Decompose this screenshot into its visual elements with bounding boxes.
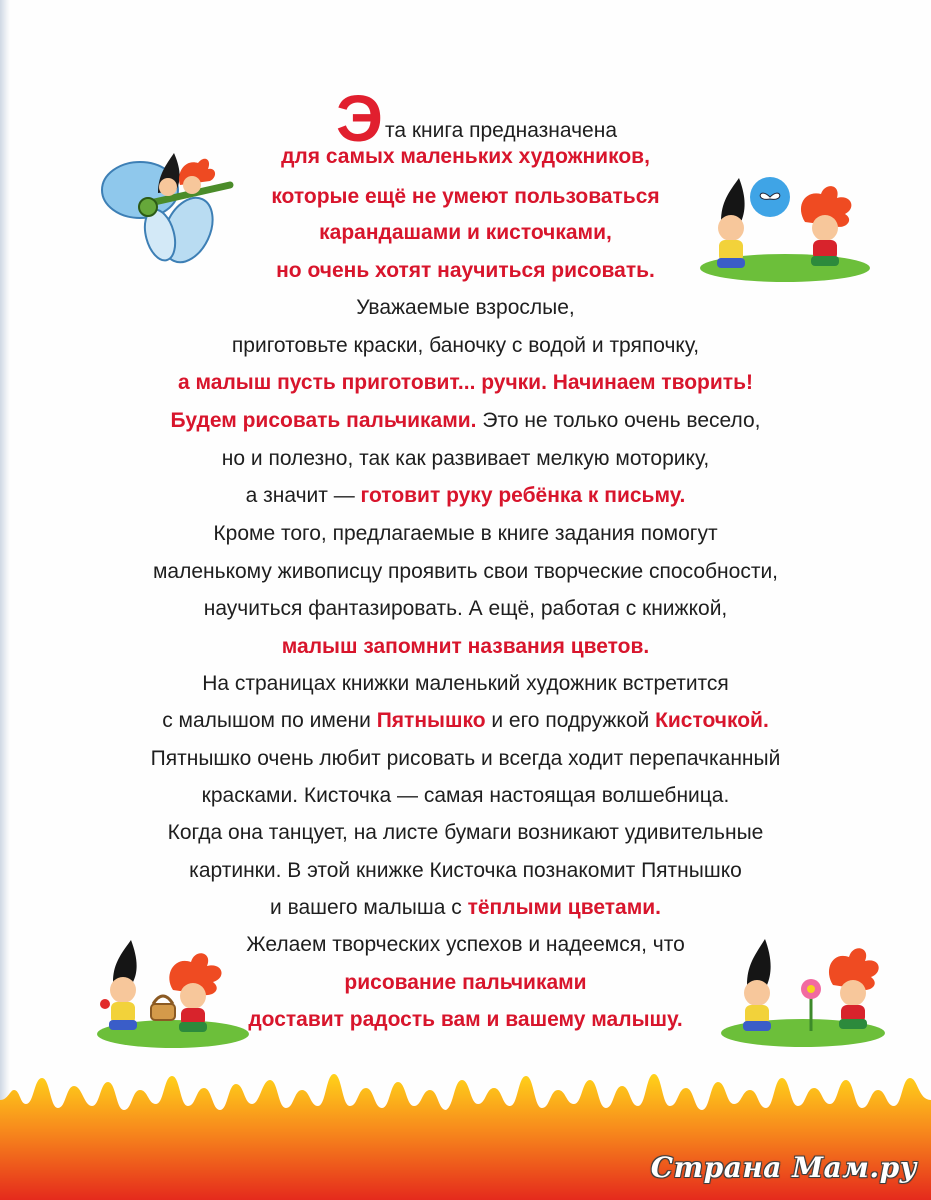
intro-first-line: Эта книга предназначена (336, 81, 617, 155)
benefits-line: Кроме того, предлагаемые в книге задания помогут (213, 522, 718, 545)
adults-line: Будем рисовать пальчиками. Это не только очень весело, (170, 409, 761, 432)
watermark: Страна Мам.ру (650, 1151, 917, 1184)
characters-line: Пятнышко очень любит рисовать и всегда ходит перепачканный (150, 747, 781, 770)
closing-line: доставит радость вам и вашему малышу. (248, 1008, 683, 1031)
intro-line: для самых маленьких художников, (281, 145, 650, 168)
character-name: Кисточкой. (655, 709, 769, 732)
closing-line: Желаем творческих успехов и надеемся, что (246, 933, 685, 956)
benefits-line: научиться фантазировать. А ещё, работая с книжкой, (203, 597, 728, 620)
characters-line: На страницах книжки маленький художник встретится (202, 672, 729, 695)
characters-line: картинки. В этой книжке Кисточка познакомит Пятнышко (189, 859, 742, 882)
adults-line: приготовьте краски, баночку с водой и тряпочку, (231, 334, 700, 357)
characters-line: с малышом по имени Пятнышко и его подружкой Кисточкой. (162, 709, 769, 732)
adults-line: Уважаемые взрослые, (356, 296, 575, 319)
adults-line: но и полезно, так как развивает мелкую моторику, (221, 447, 710, 470)
characters-line: и вашего малыша с тёплыми цветами. (270, 896, 661, 919)
closing-line: рисование пальчиками (344, 971, 587, 994)
intro-line: карандашами и кисточками, (319, 221, 612, 244)
intro-line: но очень хотят научиться рисовать. (276, 259, 655, 282)
intro-line: которые ещё не умеют пользоваться (271, 185, 660, 208)
adults-line: а малыш пусть приготовит... ручки. Начинаем творить! (178, 371, 753, 394)
benefits-line: малыш запомнит названия цветов. (281, 635, 650, 658)
benefits-line: маленькому живописцу проявить свои творческие способности, (152, 560, 779, 583)
drop-cap: Э (336, 81, 383, 155)
characters-line: Когда она танцует, на листе бумаги возникают удивительные (167, 821, 764, 844)
characters-line: красками. Кисточка — самая настоящая волшебница. (201, 784, 730, 807)
character-name: Пятнышко (376, 709, 486, 732)
adults-line: а значит — готовит руку ребёнка к письму. (245, 484, 686, 507)
